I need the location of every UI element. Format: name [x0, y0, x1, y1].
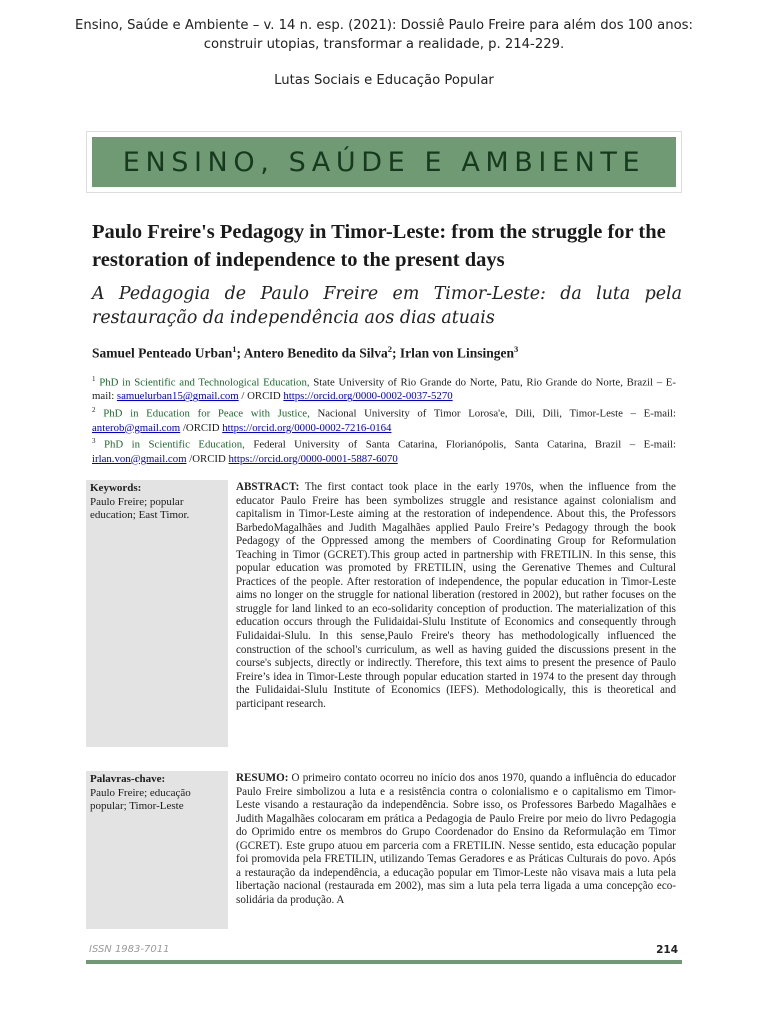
- citation-header: [60, 16, 708, 54]
- affiliation-email-link[interactable]: samuelurban15@gmail.com: [116, 390, 239, 403]
- affiliation-orcid-link[interactable]: https://orcid.org/0000-0002-0037-5270: [283, 390, 453, 403]
- author-sup: 1: [232, 344, 237, 354]
- author-name: Irlan von Linsingen: [399, 345, 514, 361]
- footer-rule: [86, 960, 682, 964]
- affiliation-email-link[interactable]: anterob@gmail.com: [92, 421, 181, 434]
- affiliation-institution: State University of Rio Grande do Norte, Patu, Rio Grande do Norte, Brazil – E-mail:: [92, 376, 676, 403]
- abstract-text-pt: O primeiro contato ocorreu no início dos anos 1970, quando a influência do educador Paulo Freire simbolizou a luta e a resistência contra o colonialismo e o capitalismo em Timor-Leste visando a restauração da independência. Sobre isso, os Professores Barbedo Magalhães e Judith Magalhães colocaram em prática a Pedagogia de Paulo Freire por meio do livro Pedagogia do Oprimido entre os membros do Grupo Coordenador do Ensino da Reformulação em Timor (GCRET). Este grupo atuou em parceria com a FRETILIN. Nesse sentido, esta educação popular foi promovida pela FRETILIN, utilizando Temas Geradores e as Práticas Culturais do povo. Após a restauração da independência, a educação popular em Timor-Leste não visava mais a luta pela libertação nacional (restaurada em 2002), mas sim a luta pela terra ligada a uma concepção eco-solidária da produção. A: [236, 772, 676, 906]
- author-separator: ;: [236, 345, 244, 361]
- abstract-pt: [236, 772, 676, 930]
- abstract-text-en: The first contact took place in the early 1970s, when the influence from the educator Paulo Freire has been symbolizes struggle and resistance against colonialism and capitalism in Timor-Leste aiming at the restoration of independence. About this, the Professors BarbedoMagalhães and Judith Magalhães applied Paulo Freire’s Pedagogy through the book Pedagogy of the Oppressed among the members of Coordinating Group for Reformulation Teaching in Timor (GCRET).This group acted in partnership with FRETILIN. In this sense, this popular education was promoted by FRETILIN, using the Gerenative Themes and Cultural Practices of the people. After restoration of independence, the popular education in Timor-Leste aims no longer on the struggle for national liberation (restored in 2002), but rather focuses on the struggle for land linked to an eco-solidarity conception of production. The materialization of this education occurs through the Fulidaidai-Slulu Institute of Economics and consequently through Fulidaidai-Slulu. In this sense,Paulo Freire's theory has methodologically influenced the construction of the school's curriculum, as well as having guided the discussions present in the course's subjects, directly or indirectly. Therefore, this text aims to present the presence of Paulo Freire’s idea in Timor-Leste through popular education started in 1974 to the present day through the Fulidaidai-Slulu Institute of Economics (IEFS). Methodologically, this is theoretical and participant research.: [236, 481, 676, 710]
- affiliation-institution: Federal University of Santa Catarina, Florianópolis, Santa Catarina, Brazil – E-mail:: [244, 438, 676, 451]
- keywords-box-en: [86, 480, 228, 747]
- journal-name: ENSINO, SAÚDE E AMBIENTE: [122, 146, 646, 178]
- author-name: Samuel Penteado Urban: [92, 345, 233, 361]
- citation-line-1: Ensino, Saúde e Ambiente – v. 14 n. esp. (2021): Dossiê Paulo Freire para além dos 100 anos:: [75, 18, 693, 33]
- keywords-box-pt: [86, 771, 228, 929]
- author-name: Antero Benedito da Silva: [243, 345, 388, 361]
- affiliation-sup: 1: [92, 375, 96, 383]
- article-title-en: Paulo Freire's Pedagogy in Timor-Leste: from the struggle for the restoration of independence to the present days: [92, 221, 666, 271]
- section-title: Lutas Sociais e Educação Popular: [274, 73, 494, 88]
- keywords-label-en: Keywords:: [90, 482, 142, 494]
- abstract-en: [236, 481, 676, 711]
- affiliation-email-link[interactable]: irlan.von@gmail.com: [92, 452, 187, 465]
- citation-line-2: construir utopias, transformar a realidade, p. 214-229.: [203, 37, 565, 52]
- affiliation-orcid-label: /ORCID: [186, 452, 229, 465]
- keywords-text-en: Paulo Freire; popular education; East Timor.: [90, 495, 190, 521]
- keywords-label-pt: Palavras-chave:: [90, 773, 166, 785]
- abstract-label-pt: RESUMO:: [236, 772, 289, 784]
- author-list: [92, 340, 692, 363]
- affiliation-orcid-link[interactable]: https://orcid.org/0000-0001-5887-6070: [228, 452, 398, 465]
- affiliation-degree: PhD in Scientific Education,: [103, 438, 245, 451]
- footer-issn: ISSN 1983-7011: [89, 944, 170, 955]
- affiliation-sup: 2: [92, 406, 96, 415]
- affiliation-item: [92, 435, 676, 466]
- journal-banner-fill: [92, 137, 676, 187]
- page-number: 214: [656, 944, 678, 956]
- affiliation-item: [92, 404, 676, 435]
- affiliation-degree: PhD in Scientific and Technological Education,: [99, 376, 310, 389]
- keywords-text-pt: Paulo Freire; educação popular; Timor-Leste: [90, 786, 191, 812]
- affiliations: [92, 373, 676, 467]
- affiliation-degree: PhD in Education for Peace with Justice,: [103, 407, 310, 420]
- author-sup: 2: [387, 344, 393, 354]
- author-sup: 3: [513, 344, 519, 354]
- affiliation-sup: 3: [92, 437, 96, 446]
- affiliation-orcid-link[interactable]: https://orcid.org/0000-0002-7216-0164: [222, 421, 392, 434]
- author-separator: ;: [392, 345, 400, 361]
- abstract-label-en: ABSTRACT:: [236, 481, 300, 493]
- affiliation-orcid-label: / ORCID: [238, 390, 284, 403]
- journal-banner: [86, 131, 682, 193]
- article-title-pt: A Pedagogia de Paulo Freire em Timor-Leste: da luta pela restauração da independência aos dias atuais: [92, 284, 682, 328]
- affiliation-institution: Nacional University of Timor Lorosa'e, Dili, Dili, Timor-Leste – E-mail:: [309, 407, 677, 420]
- affiliation-orcid-label: /ORCID: [180, 421, 223, 434]
- affiliation-item: [92, 373, 676, 404]
